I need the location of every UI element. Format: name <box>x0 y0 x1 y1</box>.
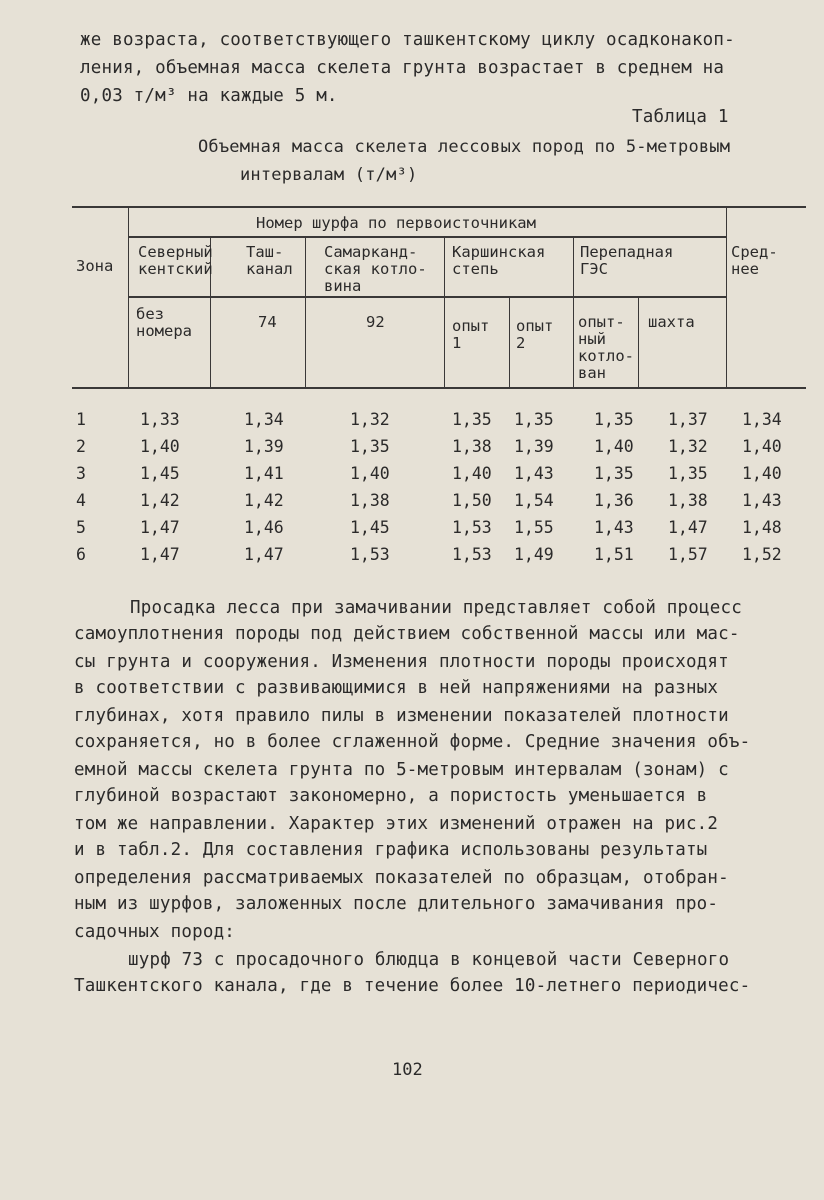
table-rule <box>128 207 129 387</box>
header-source: Каршинская степь <box>452 243 546 278</box>
table-cell: 1,42 <box>244 491 284 510</box>
intro-line: 0,03 т/м³ на каждые 5 м. <box>80 86 338 106</box>
table-cell: 1,45 <box>140 464 180 483</box>
body-line: Просадка лесса при замачивании представляет собой процесс <box>130 598 742 618</box>
table-rule <box>726 207 727 387</box>
body-line: и в табл.2. Для составления графика использованы результаты <box>74 840 708 860</box>
table-cell: 1,43 <box>514 464 554 483</box>
table-cell: 1,47 <box>140 545 180 564</box>
table-cell: 1,48 <box>742 518 782 537</box>
header-shurf: опыт 2 <box>516 317 554 352</box>
table-cell: 1,40 <box>742 437 782 456</box>
body-line: ным из шурфов, заложенных после длительного замачивания про- <box>74 894 719 914</box>
table-cell: 1,47 <box>140 518 180 537</box>
body-line: глубиной возрастают закономерно, а пористость уменьшается в <box>74 786 708 806</box>
table-rule <box>72 387 806 389</box>
table-cell: 1,47 <box>668 518 708 537</box>
table-cell: 1,32 <box>350 410 390 429</box>
table-rule <box>305 237 306 387</box>
body-line: Ташкентского канала, где в течение более 10-летнего периодичес- <box>74 976 751 996</box>
table-cell-zone: 4 <box>76 491 86 510</box>
table-cell: 1,38 <box>350 491 390 510</box>
table-cell: 1,39 <box>244 437 284 456</box>
table-cell: 1,53 <box>452 545 492 564</box>
intro-line: же возраста, соответствующего ташкентскому циклу осадконакоп- <box>80 30 735 50</box>
body-line: шурф 73 с просадочного блюдца в концевой части Северного <box>128 950 730 970</box>
table-cell: 1,37 <box>668 410 708 429</box>
table-cell: 1,43 <box>594 518 634 537</box>
header-average: Сред- нее <box>731 243 778 278</box>
table-cell: 1,41 <box>244 464 284 483</box>
body-line: в соответствии с развивающимися в ней напряжениями на разных <box>74 678 719 698</box>
header-shurf: 74 <box>258 313 277 331</box>
header-shurf: шахта <box>648 313 695 331</box>
table-cell: 1,35 <box>350 437 390 456</box>
header-group: Номер шурфа по первоисточникам <box>256 214 536 232</box>
table-cell: 1,40 <box>742 464 782 483</box>
table-cell: 1,39 <box>514 437 554 456</box>
table-cell: 1,50 <box>452 491 492 510</box>
table-cell: 1,34 <box>244 410 284 429</box>
header-source: Перепадная ГЭС <box>580 243 674 278</box>
table-cell: 1,35 <box>594 410 634 429</box>
table-cell: 1,47 <box>244 545 284 564</box>
table-cell: 1,38 <box>668 491 708 510</box>
table-cell: 1,32 <box>668 437 708 456</box>
table-cell: 1,34 <box>742 410 782 429</box>
header-shurf: опыт 1 <box>452 317 490 352</box>
table-cell: 1,43 <box>742 491 782 510</box>
table-caption-line: Объемная масса скелета лессовых пород по 5-метровым <box>198 137 731 157</box>
table-cell: 1,35 <box>668 464 708 483</box>
table-cell: 1,35 <box>594 464 634 483</box>
table-cell: 1,53 <box>350 545 390 564</box>
table-cell: 1,46 <box>244 518 284 537</box>
table-rule <box>509 297 510 387</box>
table-cell-zone: 5 <box>76 518 86 537</box>
body-line: садочных пород: <box>74 922 236 942</box>
body-line: самоуплотнения породы под действием собственной массы или мас- <box>74 624 740 644</box>
table-cell: 1,42 <box>140 491 180 510</box>
table-cell-zone: 3 <box>76 464 86 483</box>
header-source: Северный кентский <box>138 243 213 278</box>
table-cell: 1,33 <box>140 410 180 429</box>
table-cell: 1,38 <box>452 437 492 456</box>
table-cell: 1,53 <box>452 518 492 537</box>
table-cell: 1,36 <box>594 491 634 510</box>
table-cell: 1,51 <box>594 545 634 564</box>
table-cell: 1,35 <box>452 410 492 429</box>
table-cell: 1,49 <box>514 545 554 564</box>
table-cell-zone: 1 <box>76 410 86 429</box>
table-cell: 1,40 <box>140 437 180 456</box>
table-cell: 1,40 <box>594 437 634 456</box>
page-number: 102 <box>392 1060 423 1080</box>
table-rule <box>128 296 726 298</box>
table-cell: 1,35 <box>514 410 554 429</box>
body-line: сы грунта и сооружения. Изменения плотности породы происходят <box>74 652 729 672</box>
table-rule <box>638 297 639 387</box>
intro-line: ления, объемная масса скелета грунта возрастает в среднем на <box>80 58 725 78</box>
body-line: определения рассматриваемых показателей по образцам, отобран- <box>74 868 729 888</box>
header-source: Таш- канал <box>246 243 293 278</box>
header-shurf: 92 <box>366 313 385 331</box>
table-cell: 1,55 <box>514 518 554 537</box>
body-line: емной массы скелета грунта по 5-метровым интервалам (зонам) с <box>74 760 729 780</box>
body-line: сохраняется, но в более сглаженной форме. Средние значения объ- <box>74 732 751 752</box>
table-label: Таблица 1 <box>632 107 729 127</box>
table-cell-zone: 2 <box>76 437 86 456</box>
header-zone: Зона <box>76 257 114 275</box>
table-caption-line: интервалам (т/м³) <box>240 165 418 185</box>
table-cell: 1,40 <box>452 464 492 483</box>
body-line: том же направлении. Характер этих изменений отражен на рис.2 <box>74 814 719 834</box>
table-cell: 1,45 <box>350 518 390 537</box>
table-cell: 1,52 <box>742 545 782 564</box>
body-line: глубинах, хотя правило пилы в изменении показателей плотности <box>74 706 729 726</box>
header-source: Самарканд- ская котло- вина <box>324 243 427 295</box>
table-cell: 1,54 <box>514 491 554 510</box>
header-shurf: без номера <box>136 305 192 340</box>
table-rule <box>72 206 806 208</box>
table-cell-zone: 6 <box>76 545 86 564</box>
table-rule <box>128 236 726 238</box>
table-rule <box>444 237 445 387</box>
table-cell: 1,40 <box>350 464 390 483</box>
table-rule <box>573 237 574 387</box>
header-shurf: опыт- ный котло- ван <box>578 313 634 382</box>
table-cell: 1,57 <box>668 545 708 564</box>
